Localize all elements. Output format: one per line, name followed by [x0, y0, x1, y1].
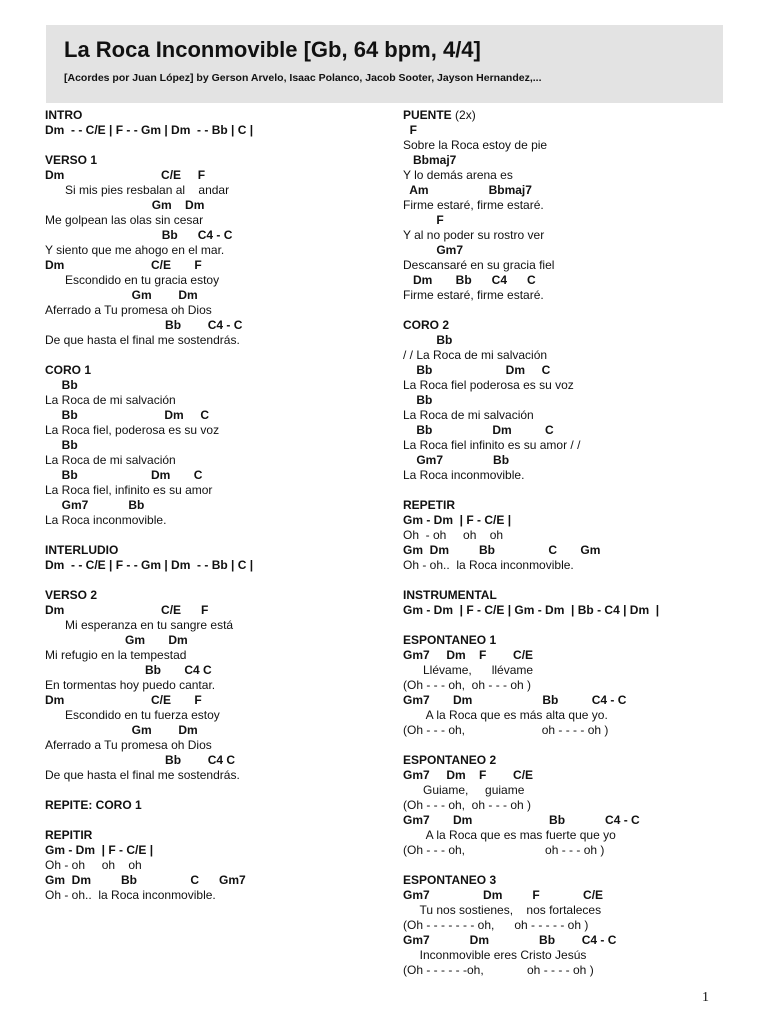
- lyric-line: Guiame, guiame: [403, 783, 525, 797]
- section-title: ESPONTANEO 3: [403, 873, 497, 887]
- section-heading: [403, 633, 743, 648]
- song-title: La Roca Inconmovible [Gb, 64 bpm, 4/4]: [64, 37, 481, 62]
- lyric-line: (Oh - - - oh, oh - - - - oh ): [403, 723, 609, 737]
- chord-line: Dm Bb C4 C: [403, 273, 536, 287]
- lyric-line: A la Roca que es más alta que yo.: [403, 708, 608, 722]
- song-section: [403, 108, 743, 303]
- section-title: ESPONTANEO 2: [403, 753, 497, 767]
- lyric-line: Escondido en tu gracia estoy: [45, 273, 220, 287]
- chord-line: Dm - - C/E | F - - Gm | Dm - - Bb | C |: [45, 123, 254, 137]
- section-title: ESPONTANEO 1: [403, 633, 497, 647]
- section-note: (2x): [455, 108, 476, 122]
- lyric-line: Tu nos sostienes, nos fortaleces: [403, 903, 602, 917]
- chord-line: F: [403, 213, 444, 227]
- chord-line: Dm C/E F: [45, 168, 206, 182]
- chord-line: Gm Dm: [45, 633, 188, 647]
- lyric-line: Y al no poder su rostro ver: [403, 228, 545, 242]
- lyric-line: (Oh - - - - - - - oh, oh - - - - - oh ): [403, 918, 589, 932]
- section-heading: [45, 798, 375, 813]
- section-heading: [45, 828, 375, 843]
- section-title: INSTRUMENTAL: [403, 588, 497, 602]
- section-title: VERSO 1: [45, 153, 98, 167]
- lyric-line: Y siento que me ahogo en el mar.: [45, 243, 225, 257]
- lyric-line: Oh - oh.. la Roca inconmovible.: [45, 888, 216, 902]
- song-header: [46, 25, 723, 103]
- section-heading: [45, 363, 375, 378]
- chord-line: Bb: [45, 378, 78, 392]
- chord-line: Dm - - C/E | F - - Gm | Dm - - Bb | C |: [45, 558, 254, 572]
- lyric-line: La Roca fiel infinito es su amor / /: [403, 438, 581, 452]
- song-credits: [Acordes por Juan López] by Gerson Arvelo, Isaac Polanco, Jacob Sooter, Jayson Hernandez,...: [64, 72, 542, 84]
- lyric-line: Oh - oh oh oh: [403, 528, 504, 542]
- lyric-line: La Roca inconmovible.: [45, 513, 167, 527]
- chord-line: Gm - Dm | F - C/E |: [45, 843, 154, 857]
- song-section: [403, 873, 743, 978]
- lyric-line: Firme estaré, firme estaré.: [403, 198, 544, 212]
- section-heading: [403, 588, 743, 603]
- chord-line: F: [403, 123, 417, 137]
- lyric-line: Oh - oh.. la Roca inconmovible.: [403, 558, 574, 572]
- chord-line: Bb Dm C: [403, 423, 554, 437]
- section-heading: [45, 588, 375, 603]
- chord-line: Gm7: [403, 243, 464, 257]
- lyric-line: Descansaré en su gracia fiel: [403, 258, 555, 272]
- right-column: [403, 108, 743, 993]
- chord-line: Bb C4 - C: [45, 228, 233, 242]
- lyric-line: La Roca fiel poderosa es su voz: [403, 378, 574, 392]
- section-title: REPITE: CORO 1: [45, 798, 142, 812]
- chord-line: Bb Dm C: [45, 468, 203, 482]
- page-number: 1: [702, 990, 709, 1005]
- lyric-line: Aferrado a Tu promesa oh Dios: [45, 738, 212, 752]
- chord-line: Bb: [403, 393, 433, 407]
- chord-line: Gm7 Dm F C/E: [403, 888, 604, 902]
- lyric-line: Mi refugio en la tempestad: [45, 648, 187, 662]
- section-heading: [403, 498, 743, 513]
- song-section: [45, 363, 375, 528]
- chord-line: Bb C4 C: [45, 753, 236, 767]
- song-section: [45, 798, 375, 813]
- section-title: CORO 2: [403, 318, 450, 332]
- chord-line: Dm C/E F: [45, 693, 202, 707]
- song-section: [403, 498, 743, 573]
- song-section: [45, 543, 375, 573]
- chord-line: Dm C/E F: [45, 603, 209, 617]
- lyric-line: (Oh - - - oh, oh - - - oh ): [403, 798, 532, 812]
- chord-line: Bb C4 - C: [45, 318, 243, 332]
- lyric-line: La Roca de mi salvación: [403, 408, 534, 422]
- lyric-line: La Roca fiel, poderosa es su voz: [45, 423, 220, 437]
- lyric-line: Mi esperanza en tu sangre está: [45, 618, 234, 632]
- chord-line: Gm Dm Bb C Gm: [403, 543, 601, 557]
- section-title: INTERLUDIO: [45, 543, 119, 557]
- section-title: REPITIR: [45, 828, 93, 842]
- section-heading: [403, 873, 743, 888]
- song-section: [45, 108, 375, 138]
- song-section: [403, 588, 743, 618]
- song-section: [45, 588, 375, 783]
- chord-line: Bb C4 C: [45, 663, 212, 677]
- lyric-line: La Roca inconmovible.: [403, 468, 525, 482]
- chord-line: Bbmaj7: [403, 153, 457, 167]
- chord-line: Gm7 Dm F C/E: [403, 648, 534, 662]
- section-title: VERSO 2: [45, 588, 98, 602]
- chord-line: Gm Dm: [45, 198, 205, 212]
- chord-line: Gm Dm: [45, 723, 198, 737]
- section-heading: [45, 543, 375, 558]
- section-heading: [403, 108, 743, 123]
- song-section: [403, 753, 743, 858]
- section-heading: [403, 753, 743, 768]
- lyric-line: En tormentas hoy puedo cantar.: [45, 678, 216, 692]
- chord-line: Gm7 Dm F C/E: [403, 768, 534, 782]
- chord-line: Gm - Dm | F - C/E |: [403, 513, 512, 527]
- lyric-line: / / La Roca de mi salvación: [403, 348, 548, 362]
- chord-line: Dm C/E F: [45, 258, 202, 272]
- section-title: INTRO: [45, 108, 83, 122]
- section-heading: [45, 153, 375, 168]
- chord-line: Gm7 Bb: [45, 498, 145, 512]
- chord-line: Bb: [45, 438, 78, 452]
- lyric-line: La Roca de mi salvación: [45, 453, 176, 467]
- lyric-line: Llévame, llévame: [403, 663, 534, 677]
- chord-line: Bb Dm C: [403, 363, 551, 377]
- song-section: [45, 153, 375, 348]
- lyric-line: Inconmovible eres Cristo Jesús: [403, 948, 587, 962]
- chord-line: Gm7 Dm Bb C4 - C: [403, 693, 627, 707]
- lyric-line: De que hasta el final me sostendrás.: [45, 768, 240, 782]
- section-heading: [45, 108, 375, 123]
- lyric-line: La Roca fiel, infinito es su amor: [45, 483, 213, 497]
- section-heading: [403, 318, 743, 333]
- chord-line: Gm - Dm | F - C/E | Gm - Dm | Bb - C4 | Dm |: [403, 603, 660, 617]
- lyric-line: (Oh - - - oh, oh - - - oh ): [403, 843, 605, 857]
- song-section: [403, 318, 743, 483]
- song-section: [403, 633, 743, 738]
- lyric-line: Me golpean las olas sin cesar: [45, 213, 204, 227]
- lyric-line: (Oh - - - oh, oh - - - oh ): [403, 678, 532, 692]
- section-title: PUENTE: [403, 108, 452, 122]
- chord-line: Am Bbmaj7: [403, 183, 532, 197]
- chord-line: Bb Dm C: [45, 408, 210, 422]
- section-title: REPETIR: [403, 498, 456, 512]
- lyric-line: La Roca de mi salvación: [45, 393, 176, 407]
- lyric-line: Aferrado a Tu promesa oh Dios: [45, 303, 212, 317]
- lyric-line: Escondido en tu fuerza estoy: [45, 708, 220, 722]
- left-column: [45, 108, 375, 918]
- chord-line: Gm Dm Bb C Gm7: [45, 873, 246, 887]
- lyric-line: Firme estaré, firme estaré.: [403, 288, 544, 302]
- lyric-line: Y lo demás arena es: [403, 168, 513, 182]
- song-section: [45, 828, 375, 903]
- lyric-line: (Oh - - - - - -oh, oh - - - - oh ): [403, 963, 594, 977]
- chord-line: Gm7 Dm Bb C4 - C: [403, 813, 640, 827]
- section-title: CORO 1: [45, 363, 92, 377]
- chord-line: Bb: [403, 333, 453, 347]
- lyric-line: Sobre la Roca estoy de pie: [403, 138, 548, 152]
- chord-line: Gm7 Bb: [403, 453, 510, 467]
- chord-line: Gm7 Dm Bb C4 - C: [403, 933, 617, 947]
- lyric-line: Oh - oh oh oh: [45, 858, 142, 872]
- lyric-line: A la Roca que es mas fuerte que yo: [403, 828, 616, 842]
- lyric-line: De que hasta el final me sostendrás.: [45, 333, 240, 347]
- chord-line: Gm Dm: [45, 288, 198, 302]
- lyric-line: Si mis pies resbalan al andar: [45, 183, 230, 197]
